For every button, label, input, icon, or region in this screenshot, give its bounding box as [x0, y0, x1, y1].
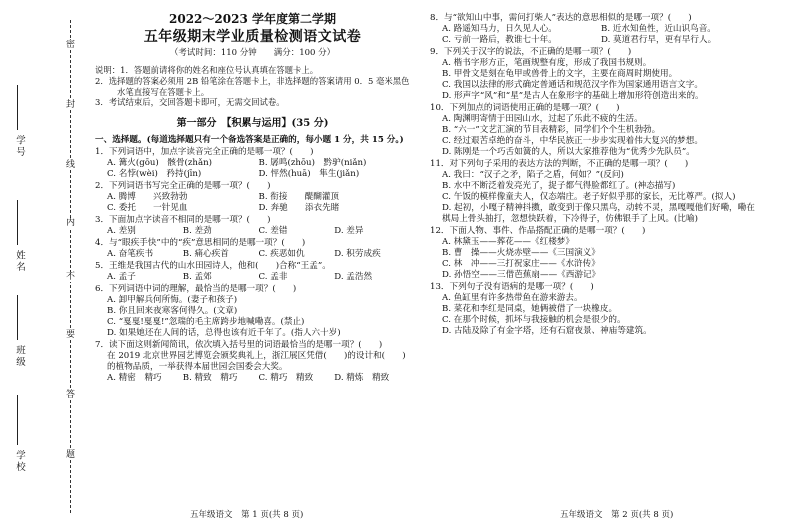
answer-option: B. 孱鸣(zhōu) 黔驴(niǎn): [258, 157, 367, 168]
seal-char: 密: [66, 40, 76, 50]
answer-option: C. 在那个时候，抓坏与我接触的机会是很少的。: [442, 315, 626, 325]
instruction-item: 2．选择题的答案必须用 2B 铅笔涂在答题卡上，非选择题的答案请用 0．5 毫米黑色水笔直接写在答题卡上。: [95, 75, 410, 97]
question-stem: 2．下列词语书写完全正确的是哪一项？( ): [95, 180, 271, 191]
answer-option: A. 腾博 兴致勃勃: [107, 191, 188, 202]
answer-option: C. 差错: [258, 225, 288, 236]
answer-option: C. 我国以法律的形式确定普通话和规范汉字作为国家通用语言文字。: [442, 80, 703, 90]
question-stem: 7．读下面这则新闻简讯，依次填入括号里的词语最恰当的是哪一项？( ): [95, 339, 383, 350]
option-group: [95, 295, 410, 339]
exam-meta: （考试时间：110 分钟 满分：100 分）: [169, 48, 336, 59]
seal-char: 封: [66, 100, 76, 110]
answer-option: B. 曹 操——火烧赤壁——《三国演义》: [442, 248, 600, 258]
answer-option: A. 篝火(gōu) 骸骨(zhǎn): [107, 157, 212, 168]
answer-option: C. 亏前一路后，教谁七十年。: [442, 35, 557, 45]
seal-line: [70, 20, 71, 513]
school-label: 学校: [14, 450, 25, 473]
answer-option: C. 林 冲——三打祝家庄——《水浒传》: [442, 259, 600, 269]
seal-char: 线: [66, 160, 76, 170]
answer-option: B. 你且回来夜寒客何得久。(文章): [107, 305, 238, 316]
question-list-left: [95, 147, 410, 384]
option-group: [430, 170, 760, 225]
option-group: [430, 293, 760, 337]
option-group: [95, 226, 410, 237]
student-id-blank: [17, 85, 18, 130]
answer-option: D. 孙悟空——三借芭蕉扇——《西游记》: [442, 270, 601, 280]
instruction-item: 说明：1．答题前请将你的姓名和座位号认真填在答题卡上。: [95, 65, 319, 76]
exam-term: 2022～2023 学年度第二学期: [169, 12, 336, 26]
option-group: [430, 24, 760, 46]
option-group: [95, 373, 410, 384]
seal-char: 不: [66, 272, 76, 282]
option-group: [95, 158, 410, 180]
answer-option: A. 林黛玉——葬花——《红楼梦》: [442, 237, 574, 247]
instructions: [95, 65, 410, 108]
page-left: [95, 12, 410, 384]
class-label: 班级: [14, 345, 25, 368]
answer-option: D. 孟浩然: [334, 271, 373, 282]
answer-option: D. 莫道君行早，更有早行人。: [601, 35, 717, 45]
answer-option: B. 菜花和李红是同桌，她俩被借了一块橡皮。: [442, 304, 618, 314]
question-stem: 5．王维是我国古代的山水田园诗人，他和( )合称“王孟”。: [95, 260, 331, 271]
answer-option: A. 差别: [107, 225, 136, 236]
answer-option: C. 午饭的模样像童夫人，仅态端庄。老子好似乎那的家长，无比尊严。(拟人): [442, 192, 736, 202]
option-group: [430, 58, 760, 102]
answer-option: B. 衔接 醍醐灌顶: [258, 191, 340, 202]
section-heading: 一、选择题。(每道选择题只有一个备选答案是正确的，每小题 1 分，共 15 分。): [95, 134, 404, 145]
answer-option: B. 差劲: [182, 225, 212, 236]
option-group: [95, 351, 410, 373]
answer-option: C. “戛戛!戛戛!”忽瑞的毛主席跨步地喊嘞喜。(禁止): [107, 316, 305, 327]
answer-option: A. 楷书字形方正，笔画规整有度，形成了我国书规则。: [442, 58, 652, 68]
question-stem: 4．与“眼疾手快”中的“疾”意思相同的是哪一项？( ): [95, 237, 306, 248]
answer-option: A. 路遥知马力，日久见人心。: [442, 24, 557, 34]
answer-option: B. 水中不断泛着发亮光了，捉子都气得脸都红了。(神态描写): [442, 181, 676, 191]
page-footer-right: 五年级语文 第 2 页(共 8 页): [560, 510, 674, 520]
question-stem: 11．对下列句子采用的表达方法的判断，不正确的是哪一项？( ): [430, 159, 689, 169]
answer-option: B. “六一”文艺汇演的节目表精彩，同学们个个生机勃勃。: [442, 125, 661, 135]
answer-option: B. 精致 精巧: [182, 372, 238, 383]
part-heading: 第一部分 【积累与运用】(35 分): [176, 118, 329, 130]
answer-option: A. 我曰：“汉子之矛，陷子之盾，何如？”(反问): [442, 170, 624, 180]
answer-option: B. 痛心疾首: [182, 248, 229, 259]
answer-option: D. 精炼 精致: [334, 372, 390, 383]
name-blank: [17, 200, 18, 245]
question-stem: 6．下列词语中词的理解，最恰当的是哪一项？( ): [95, 283, 297, 294]
option-group: [430, 237, 760, 281]
answer-option: C. 委托 一针见血: [107, 202, 188, 213]
answer-option: D. 古陆及除了有金字塔，还有石窟夜景、神庙等建筑。: [442, 326, 652, 336]
question-stem: 13．下列句子没有语病的是哪一项？( ): [430, 282, 594, 292]
answer-option: A. 奋笔疾书: [107, 248, 154, 259]
answer-option: D. 积劳成疾: [334, 248, 381, 259]
answer-option: A. 孟子: [107, 271, 136, 282]
question-stem: 3．下面加点字读音不相同的是哪一项？( ): [95, 214, 271, 225]
option-group: [95, 272, 410, 283]
answer-option: C. 经过艰苦卓绝的奋斗，中华民族正一步步实现着伟大复兴的梦想。: [442, 136, 703, 146]
class-blank: [17, 295, 18, 340]
answer-option: A. 卸甲解兵何所悔。(妻子和孩子): [107, 294, 238, 305]
answer-option: D. 陈刚是一个巧舌如簧的人，所以大家推荐他为“优秀少先队员”。: [442, 147, 695, 157]
seal-char: 要: [66, 330, 76, 340]
answer-option: C. 孟非: [258, 271, 288, 282]
answer-option: C. 精巧 精致: [258, 372, 314, 383]
seal-char: 内: [66, 218, 76, 228]
student-id-label: 学号: [14, 135, 25, 158]
name-label: 姓名: [14, 250, 25, 273]
option-group: [95, 192, 410, 214]
school-blank: [17, 395, 18, 445]
answer-option: A. 陶渊明寄情于田园山水，过起了乐此不疲的生活。: [442, 114, 643, 124]
question-passage: 在 2019 北京世界园艺博览会颁奖典礼上，浙江展区凭借( )的设计和( )的植物品质，一举获得本届世园会国委会大奖。: [107, 350, 406, 372]
option-group: [430, 114, 760, 158]
question-stem: 9．下列关于汉字的说法，不正确的是哪一项？( ): [430, 47, 632, 57]
answer-option: C. 名悖(wèi) 矜持(jīn): [107, 168, 202, 179]
answer-option: D. 怦然(huā) 隼生(jiǎn): [258, 168, 360, 179]
question-stem: 8．与“欲知山中事，需问打柴人”表达的意思相似的是哪一项？( ): [430, 13, 692, 23]
question-stem: 10．下列加点的词语使用正确的是哪一项？( ): [430, 103, 620, 113]
answer-option: D. 奔驰 添衣先睹: [258, 202, 340, 213]
seal-char: 答: [66, 390, 76, 400]
question-stem: 1．下列词语中，加点字读音完全正确的是哪一项？( ): [95, 146, 314, 157]
answer-option: C. 疾恶如仇: [258, 248, 305, 259]
binding-margin: [0, 0, 58, 529]
option-group: [95, 249, 410, 260]
answer-option: D. 如果她还在人间的话，总得也该有近千年了。(指人六十岁): [107, 327, 341, 338]
answer-option: D. 起初，小嘎子精神抖擞，敢变到于像只黑鸟，动转不灵，黑嘎嘎他们好嘞，嘞在棋局上骨头抽打，忽想快跃着，下冷得子，仿佛银手了上风。(比喻): [442, 203, 755, 224]
answer-option: A. 鱼缸里有许多热带鱼在游来游去。: [442, 293, 583, 303]
answer-option: D. 形声字“风”和“星”是古人在象形字的基础上增加形符创造出来的。: [442, 91, 704, 101]
answer-option: B. 甲骨文是刻在龟甲或兽骨上的文字，主要在商周时期使用。: [442, 69, 678, 79]
question-list-right: [430, 13, 760, 337]
question-stem: 12．下面人物、事件、作品搭配正确的是哪一项？( ): [430, 226, 646, 236]
page-footer-left: 五年级语文 第 1 页(共 8 页): [190, 510, 304, 520]
answer-option: A. 精密 精巧: [107, 372, 162, 383]
answer-option: B. 孟郊: [182, 271, 212, 282]
page-right: [430, 12, 760, 337]
exam-title: 五年级期末学业质量检测语文试卷: [143, 29, 362, 46]
answer-option: D. 差异: [334, 225, 364, 236]
seal-char: 题: [66, 450, 76, 460]
instruction-item: 3．考试结束后，交回答题卡即可，无需交回试卷。: [95, 97, 285, 108]
answer-option: B. 近水知鱼性，近山识鸟音。: [601, 24, 716, 34]
